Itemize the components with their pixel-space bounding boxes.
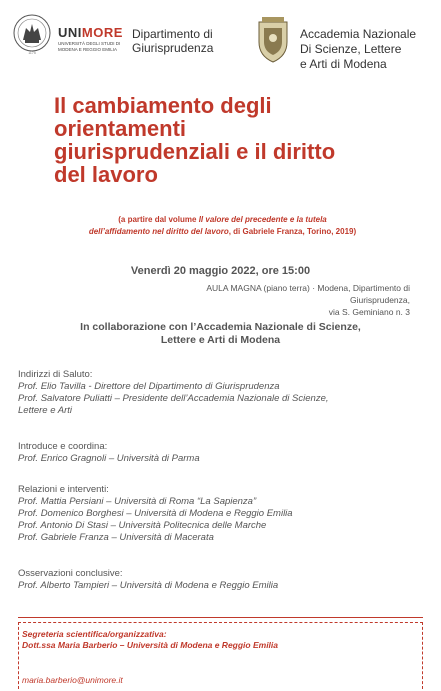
event-date: Venerdì 20 maggio 2022, ore 15:00 <box>130 265 311 277</box>
department-name: Dipartimento di Giurisprudenza <box>132 27 214 55</box>
section-introduce <box>18 441 418 465</box>
page-subtitle: (a partire dal volume Il valore del precedente e la tutela dell’affidamento nel diritto del lavoro, di Gabriele Franza, Torino, 2019) <box>88 215 357 236</box>
academy-name: Accademia Nazionale Di Scienze, Lettere e Arti di Modena <box>300 27 417 71</box>
collaboration-note: In collaborazione con l’Accademia Nazionale di Scienze, Lettere e Arti di Modena <box>80 321 361 346</box>
section-heading: Indirizzi di Saluto: <box>18 369 93 380</box>
contact-info: Segreteria scientifica/organizzativa: Dott.ssa Maria Barberio – Università di Modena e Reggio Emilia <box>22 629 279 650</box>
divider <box>18 617 423 618</box>
list-item: Prof. Enrico Gragnoli – Università di Parma <box>18 453 200 464</box>
list-item: Prof. Salvatore Puliatti – Presidente dell’Accademia Nazionale di Scienze, <box>18 393 329 404</box>
section-heading: Relazioni e interventi: <box>18 484 109 495</box>
section-relazioni <box>18 484 418 544</box>
unimore-wordmark: UNIMORE <box>58 25 123 40</box>
list-item: Prof. Domenico Borghesi – Università di Modena e Reggio Emilia <box>18 508 293 519</box>
section-heading: Introduce e coordina: <box>18 441 108 452</box>
section-conclusive <box>18 568 418 592</box>
list-item: Prof. Mattia Persiani – Università di Roma “La Sapienza” <box>18 496 257 507</box>
page-title: Il cambiamento degli orientamenti giurisprudenziali e il diritto del lavoro <box>54 93 336 187</box>
unimore-subtitle-2: MODENA E REGGIO EMILIA <box>58 47 118 52</box>
list-item: Prof. Alberto Tampieri – Università di Modena e Reggio Emilia <box>18 580 279 591</box>
academy-emblem-icon <box>256 16 290 64</box>
list-item: Prof. Antonio Di Stasi – Università Politecnica delle Marche <box>18 520 267 531</box>
event-venue: AULA MAGNA (piano terra) · Modena, Dipartimento di Giurisprudenza, via S. Geminiano n. 3 <box>206 283 410 317</box>
unimore-subtitle-1: UNIVERSITÀ DEGLI STUDI DI <box>58 41 121 46</box>
svg-text:1175: 1175 <box>28 51 36 55</box>
unimore-logo <box>58 26 123 52</box>
unimore-seal-icon <box>12 12 52 56</box>
list-item: Prof. Elio Tavilla - Direttore del Dipartimento di Giurisprudenza <box>18 381 280 392</box>
contact-email-link[interactable]: maria.barberio@unimore.it <box>22 675 123 685</box>
list-item: Lettere e Arti <box>18 405 73 416</box>
list-item: Prof. Gabriele Franza – Università di Macerata <box>18 532 214 543</box>
section-heading: Osservazioni conclusive: <box>18 568 123 579</box>
section-saluti <box>18 369 418 417</box>
